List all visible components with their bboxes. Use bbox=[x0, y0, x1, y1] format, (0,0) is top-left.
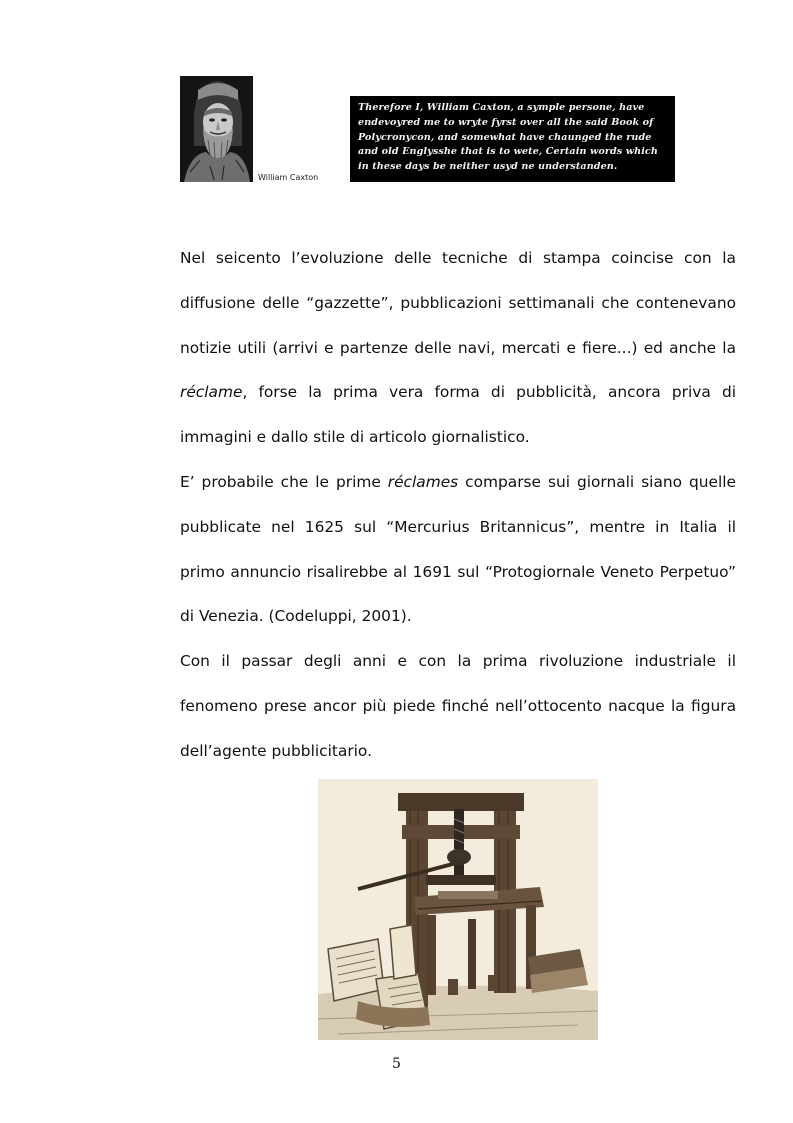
blackletter-quote bbox=[350, 96, 675, 182]
body-text bbox=[180, 236, 736, 774]
blackletter-line: in these days be neither usyd ne understanden. bbox=[358, 161, 618, 173]
emphasis-term: réclame bbox=[180, 383, 243, 402]
blackletter-line: endevoyred me to wryte fyrst over all the said Book of bbox=[358, 116, 654, 128]
caxton-portrait bbox=[180, 76, 253, 182]
paragraph-text: Nel seicento l’evoluzione delle tecniche di stampa coincise con la diffusione delle “gazzette”, pubblicazioni settimanali che contenevano notizie utili (arrivi e partenze delle navi, mercati e fiere...) ed anche la bbox=[180, 249, 736, 357]
portrait-caption: William Caxton bbox=[258, 173, 319, 182]
caxton-portrait-drawing bbox=[180, 76, 253, 182]
paragraph: Con il passar degli anni e con la prima rivoluzione industriale il fenomeno prese ancor più piede finché nell’ottocento nacque la figura dell’agente pubblicitario. bbox=[180, 652, 736, 760]
printing-press-drawing bbox=[318, 779, 598, 1040]
blackletter-line: Polycronycon, and somewhat have chaunged the rude bbox=[358, 131, 652, 143]
paragraph-text: , forse la prima vera forma di pubblicità, ancora priva di immagini e dallo stile di articolo giornalistico. bbox=[180, 383, 736, 447]
blackletter-line: and old Englysshe that is to wete, Certain words which bbox=[358, 146, 658, 158]
paragraph-text: comparse sui giornali siano quelle pubblicate nel 1625 sul “Mercurius Britannicus”, mentre in Italia il primo annuncio risalirebbe al 1691 sul “Protogiornale Veneto Perpetuo” di Venezia. (Codeluppi, 2001). bbox=[180, 472, 736, 626]
paragraph bbox=[180, 236, 736, 460]
page-number: 5 bbox=[392, 1056, 401, 1072]
emphasis-term: réclames bbox=[387, 472, 459, 491]
printing-press-illustration bbox=[318, 779, 598, 1040]
paragraph-text: E’ probabile che le prime bbox=[180, 472, 388, 491]
blackletter-line: Therefore I, William Caxton, a symple persone, have bbox=[358, 102, 645, 113]
paragraph bbox=[180, 460, 736, 639]
